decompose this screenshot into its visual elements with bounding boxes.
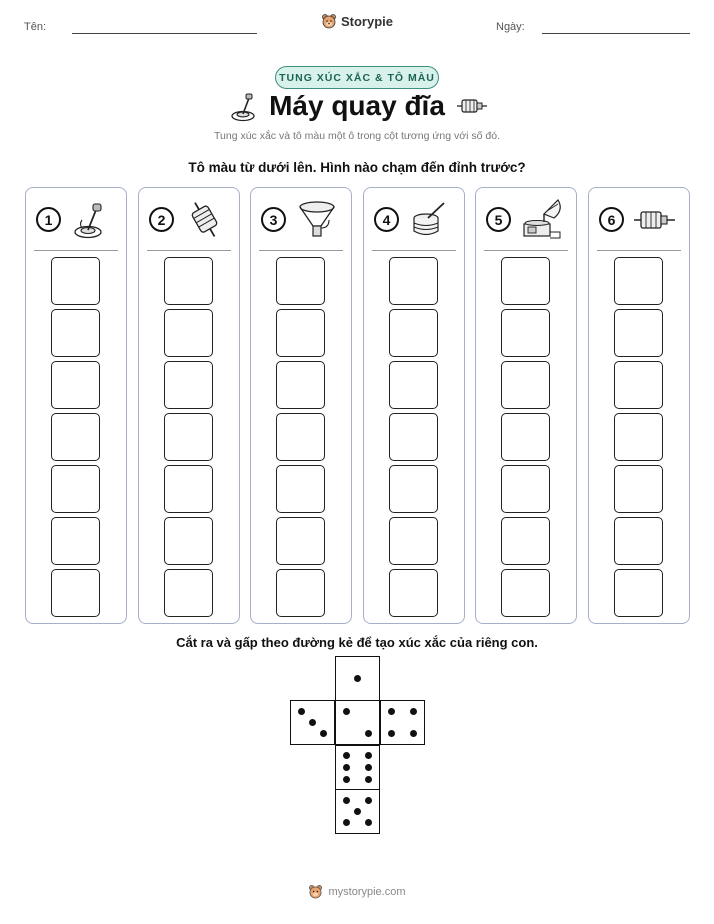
color-cell[interactable] (501, 569, 550, 617)
pip (365, 752, 372, 759)
color-cell[interactable] (51, 309, 100, 357)
motor-icon (633, 198, 677, 242)
date-line[interactable] (542, 33, 690, 34)
brand (0, 13, 714, 29)
color-cell[interactable] (164, 569, 213, 617)
die-face-bottom (335, 789, 380, 834)
color-cell[interactable] (164, 257, 213, 305)
color-cell[interactable] (164, 413, 213, 461)
funnel-horn-icon (295, 198, 339, 242)
die-face-lower (335, 745, 380, 790)
column-number: 1 (36, 207, 61, 232)
color-cell[interactable] (164, 517, 213, 565)
pip (343, 776, 350, 783)
motor-title-icon (456, 95, 488, 117)
color-cell[interactable] (276, 361, 325, 409)
pip (388, 730, 395, 737)
pip (388, 708, 395, 715)
spindle-icon (183, 198, 227, 242)
column-2 (138, 187, 240, 624)
color-cell[interactable] (501, 361, 550, 409)
column-divider (372, 250, 456, 251)
page-title: Máy quay đĩa (269, 90, 445, 121)
pip (298, 708, 305, 715)
cut-instruction: Cắt ra và gấp theo đường kẻ để tạo xúc xắc của riêng con. (176, 635, 538, 650)
color-cell[interactable] (51, 257, 100, 305)
color-cell[interactable] (501, 413, 550, 461)
color-cell[interactable] (501, 309, 550, 357)
pip (343, 819, 350, 826)
color-cell[interactable] (276, 413, 325, 461)
color-cell[interactable] (164, 309, 213, 357)
color-cell[interactable] (51, 465, 100, 513)
pip (410, 730, 417, 737)
color-cell[interactable] (614, 569, 663, 617)
color-cell[interactable] (276, 569, 325, 617)
color-cells (276, 257, 325, 621)
column-number: 4 (374, 207, 399, 232)
column-divider (147, 250, 231, 251)
color-cell[interactable] (51, 413, 100, 461)
name-line[interactable] (72, 33, 257, 34)
pip (365, 764, 372, 771)
die-face-top (335, 656, 380, 701)
die-face-center (335, 700, 380, 745)
bear-logo-icon (321, 13, 337, 29)
color-cell[interactable] (276, 309, 325, 357)
color-cells (614, 257, 663, 621)
pip (309, 719, 316, 726)
column-header (26, 188, 126, 250)
column-header (251, 188, 351, 250)
name-label: Tên: (24, 21, 47, 33)
color-cell[interactable] (389, 413, 438, 461)
record-stack-icon (408, 198, 452, 242)
column-6 (588, 187, 690, 624)
column-divider (259, 250, 343, 251)
color-cell[interactable] (614, 309, 663, 357)
color-cell[interactable] (51, 569, 100, 617)
color-cell[interactable] (389, 257, 438, 305)
color-cell[interactable] (614, 517, 663, 565)
color-cell[interactable] (614, 361, 663, 409)
color-cell[interactable] (51, 517, 100, 565)
instruction: Tô màu từ dưới lên. Hình nào chạm đến đỉnh trước? (188, 160, 526, 175)
column-divider (597, 250, 681, 251)
pip (343, 764, 350, 771)
pip (410, 708, 417, 715)
column-number: 2 (149, 207, 174, 232)
color-cell[interactable] (276, 465, 325, 513)
column-number: 3 (261, 207, 286, 232)
color-cells (164, 257, 213, 621)
brand-name: Storypie (340, 13, 393, 29)
pip (365, 730, 372, 737)
column-divider (484, 250, 568, 251)
color-cell[interactable] (614, 465, 663, 513)
column-header (589, 188, 689, 250)
column-header (364, 188, 464, 250)
color-cell[interactable] (614, 257, 663, 305)
color-cell[interactable] (51, 361, 100, 409)
color-cell[interactable] (389, 361, 438, 409)
color-cell[interactable] (164, 361, 213, 409)
pip (343, 752, 350, 759)
pip (354, 808, 361, 815)
die-face-left (290, 700, 335, 745)
color-cell[interactable] (501, 465, 550, 513)
column-3 (250, 187, 352, 624)
bear-logo-icon (308, 884, 323, 899)
footer-url[interactable]: mystorypie.com (328, 885, 406, 898)
column-header (139, 188, 239, 250)
color-cell[interactable] (276, 517, 325, 565)
color-cell[interactable] (614, 413, 663, 461)
column-number: 6 (599, 207, 624, 232)
column-number: 5 (486, 207, 511, 232)
column-5 (475, 187, 577, 624)
color-cell[interactable] (501, 257, 550, 305)
column-1 (25, 187, 127, 624)
color-cell[interactable] (389, 569, 438, 617)
pip (343, 708, 350, 715)
subtitle: Tung xúc xắc và tô màu một ô trong cột tương ứng với số đó. (214, 130, 500, 142)
pip (343, 797, 350, 804)
column-divider (34, 250, 118, 251)
color-cell[interactable] (501, 517, 550, 565)
color-cell[interactable] (389, 517, 438, 565)
pip (365, 819, 372, 826)
tonearm-icon (70, 198, 114, 242)
color-cells (501, 257, 550, 621)
die-face-right (380, 700, 425, 745)
column-header (476, 188, 576, 250)
pip (354, 675, 361, 682)
color-cell[interactable] (389, 309, 438, 357)
color-cell[interactable] (389, 465, 438, 513)
column-4 (363, 187, 465, 624)
pip (320, 730, 327, 737)
date-label: Ngày: (496, 21, 525, 33)
gramophone-icon (520, 198, 564, 242)
color-cells (51, 257, 100, 621)
pip (365, 797, 372, 804)
pip (365, 776, 372, 783)
activity-tag: TUNG XÚC XẮC & TÔ MÀU (275, 66, 439, 89)
color-cells (389, 257, 438, 621)
color-cell[interactable] (164, 465, 213, 513)
color-cell[interactable] (276, 257, 325, 305)
footer (0, 884, 714, 899)
